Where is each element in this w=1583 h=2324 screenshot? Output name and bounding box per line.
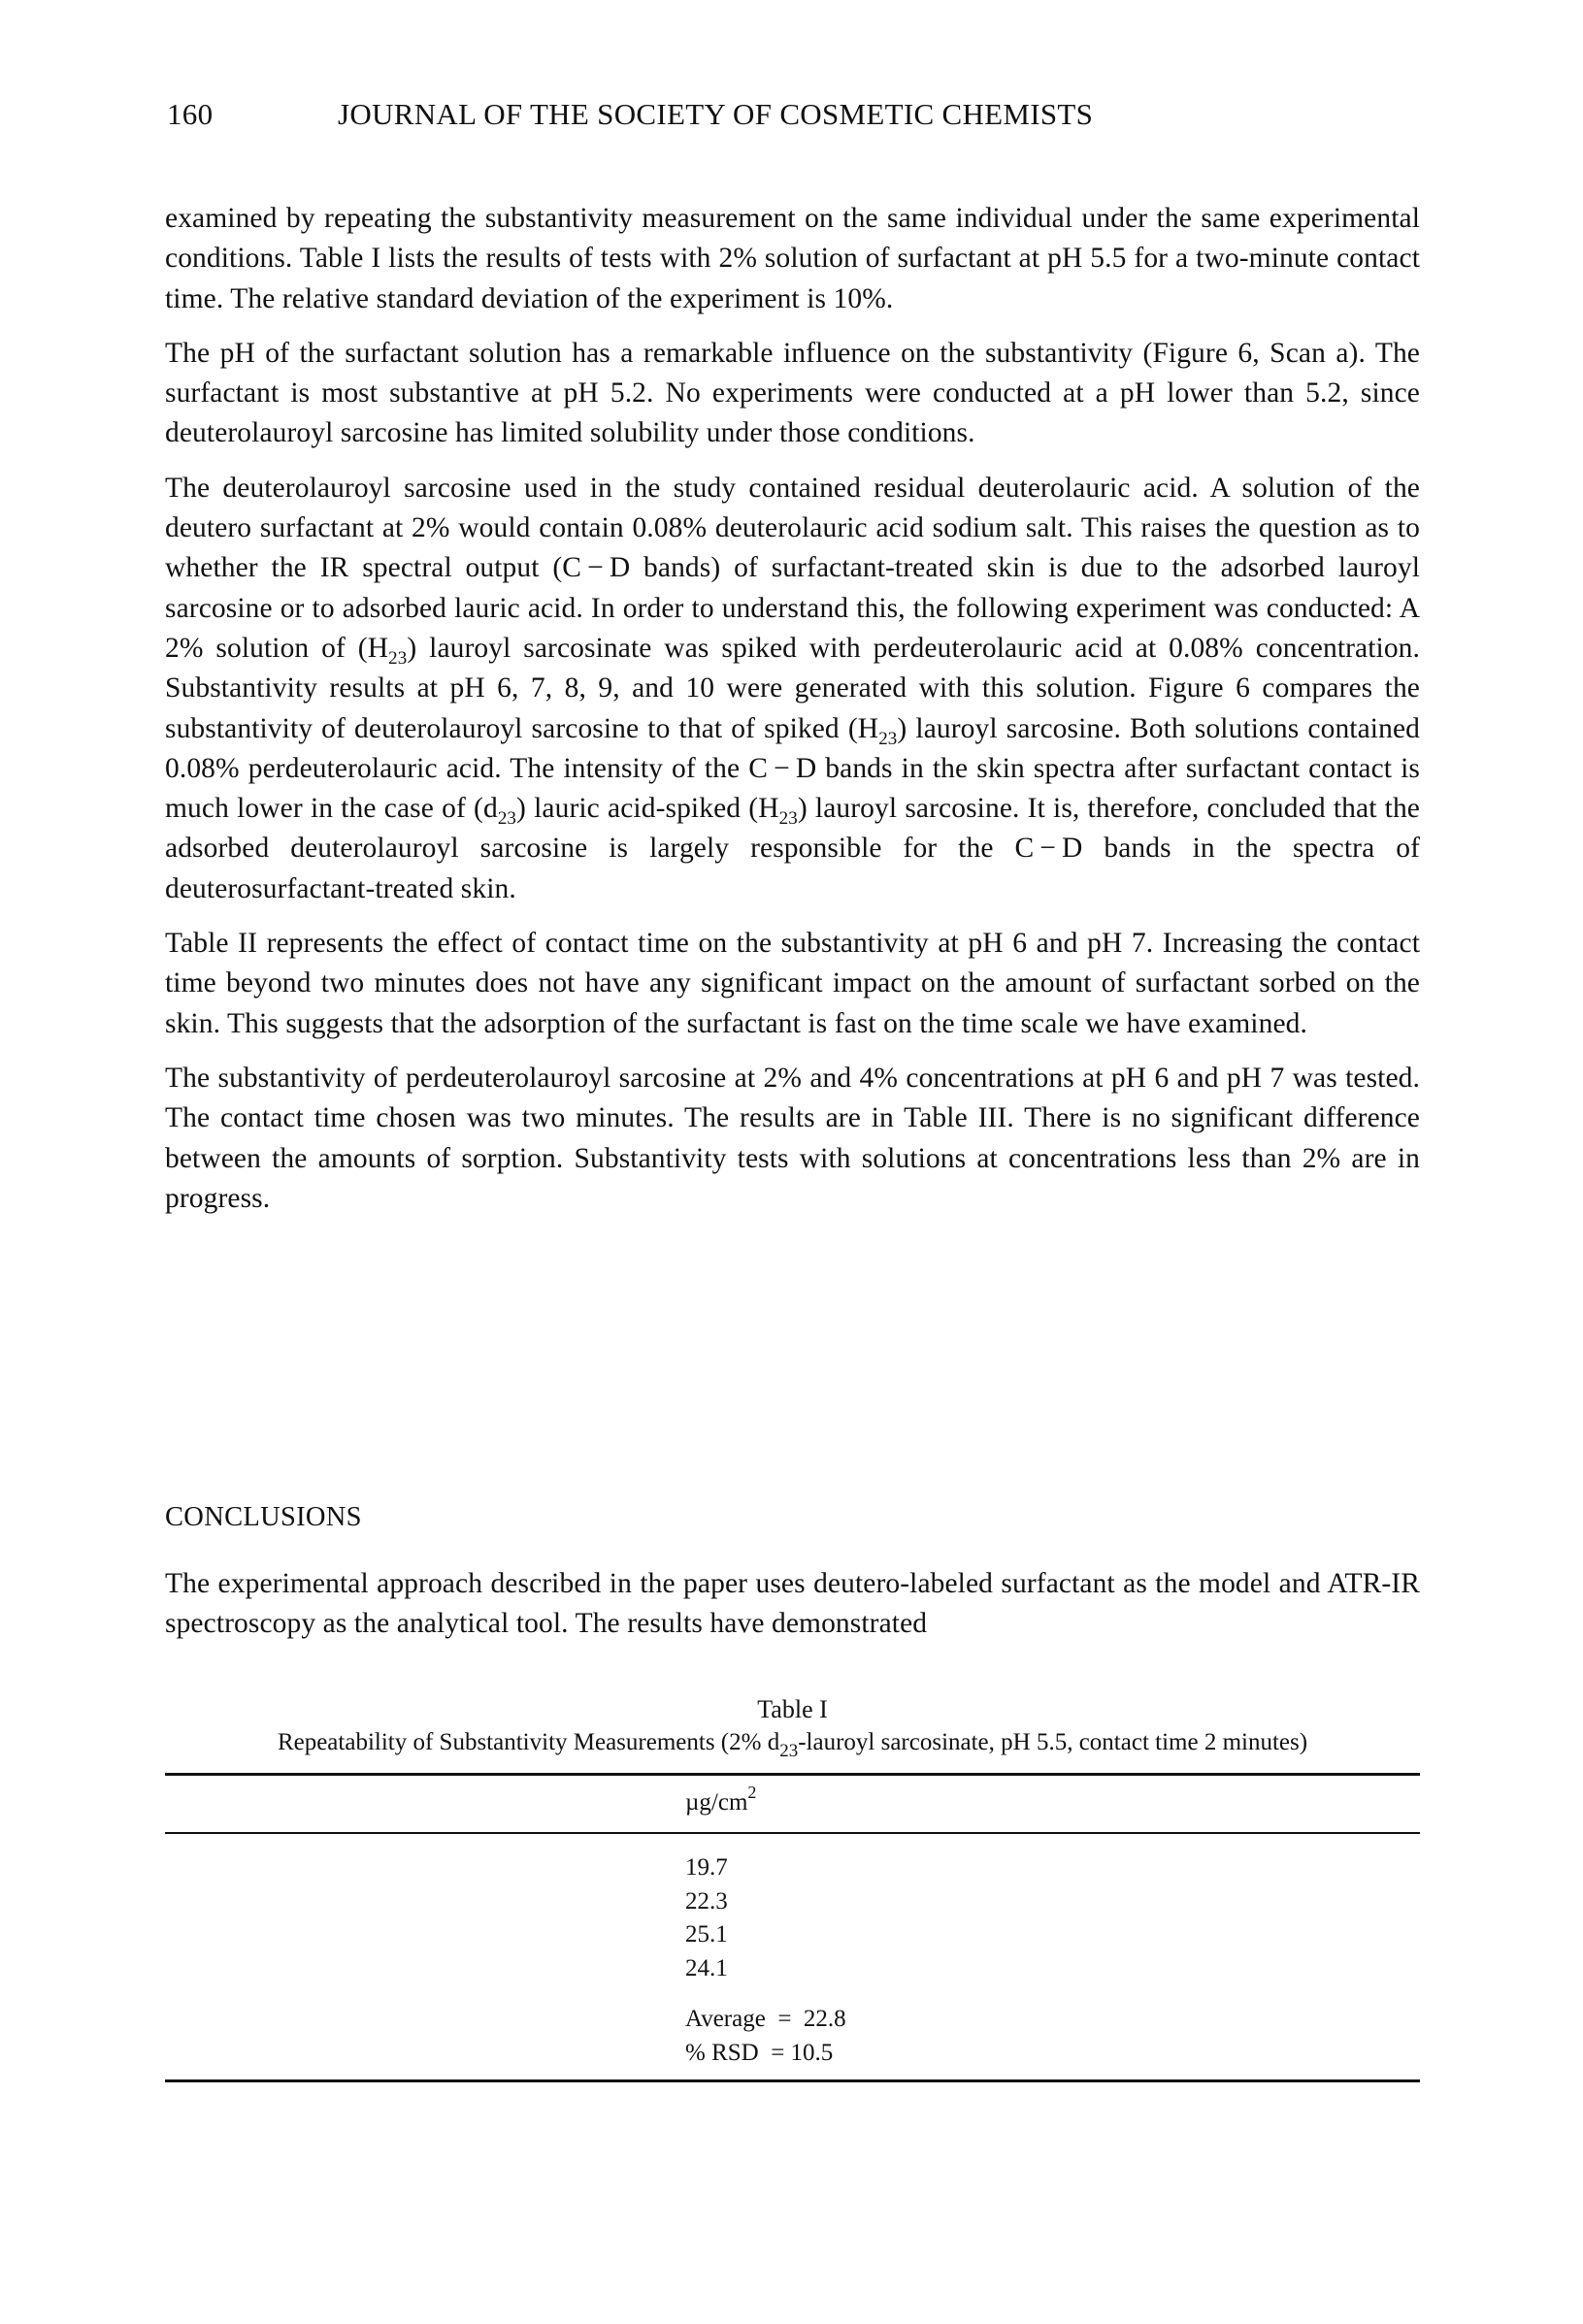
table-cell-value: 22.3 [685,1887,728,1915]
caption-text: Repeatability of Substantivity Measurements (2% d [277,1729,780,1755]
table-average: Average = 22.8 [685,2006,846,2032]
table-label: Table I [757,1695,828,1723]
table-cell-value: 24.1 [685,1954,728,1981]
column-header-unit [685,1783,757,1817]
unit-text: µg/cm [685,1789,748,1816]
body-text [165,199,1420,1233]
table-cell-value: 25.1 [685,1921,728,1948]
table-1 [165,1693,1420,2082]
table-bottom-rule [165,2079,1420,2082]
table-body [165,1834,1420,2079]
table-caption [165,1726,1420,1759]
paragraph-contact-time: Table II represents the effect of contact time on the substantivity at pH 6 and pH 7. Increasing the contact time beyond two minutes does not have any significant impact on the amount of surfactant sorbed on the skin. This suggests that the adsorption of the surfactant is fast on the time scale we have examined. [165,928,1420,1039]
paragraph-ph-influence: The pH of the surfactant solution has a remarkable influence on the substantivity (Figure 6, Scan a). The surfactant is most substantive at pH 5.2. No experiments were conducted at a pH lower than 5.2, since deuterolauroyl sarcosine has limited solubility under those conditions. [165,337,1420,449]
conclusions-body [165,1564,1420,1659]
table-rsd: % RSD = 10.5 [685,2039,834,2066]
page-number: 160 [167,97,214,131]
table-header-row [165,1776,1420,1832]
subscript: 23 [388,647,408,669]
table-summary [165,2003,1420,2070]
subscript: 23 [778,808,798,830]
paragraph-concentration: The substantivity of perdeuterolauroyl sarcosine at 2% and 4% concentrations at pH 6 and pH 7 was tested. The contact time chosen was two minutes. The results are in Table III. There is no significant difference between the amounts of sorption. Substantivity tests with solutions at concentrations less than 2% are in progress. [165,1062,1420,1214]
caption-subscript: 23 [779,1741,799,1761]
section-heading-conclusions: CONCLUSIONS [165,1502,362,1532]
table-cell-value: 19.7 [685,1854,728,1881]
paragraph-lauric-acid-experiment: The deuterolauroyl sarcosine used in the study contained residual deuterolauric acid. A solution of the deutero surfactant at 2% would contain 0.08% deuterolauric acid sodium salt. This raises the question as to whether the IR spectral output (C − D bands) of surfactant-treated skin is due to the adsorbed lauroyl sarcosine or to adsorbed lauric acid. In order to understand this, the following experiment was conducted: A 2% solution of $(H_{23})$ lauroyl sarcosinate was spiked with perdeuterolauric acid at 0.08% concentration. Substantivity results at pH 6, 7, 8, 9, and 10 were generated with this solution. Figure 6 compares the substantivity of deuterolauroyl sarcosine to that of spiked $(H_{23})$ lauroyl sarcosine. Both solutions contained 0.08% perdeuterolauric acid. The intensity of the C − D bands in the skin spectra after surfactant contact is much lower in the case of $(d_{23})$ lauric acid-spiked $(H_{23})$ lauroyl sarcosine. It is, therefore, concluded that the adsorbed deuterolauroyl sarcosine is largely responsible for the C − D bands in the spectra of deuterosurfactant-treated skin. [165,472,1421,904]
journal-title: JOURNAL OF THE SOCIETY OF COSMETIC CHEMISTS [338,97,1094,131]
subscript: 23 [878,728,898,749]
paragraph-repeatability: examined by repeating the substantivity measurement on the same individual under the same experimental conditions. Table I lists the results of tests with 2% solution of surfactant at pH 5.5 for a two-minute contact time. The relative standard deviation of the experiment is 10%. [165,203,1420,314]
paragraph-conclusions: The experimental approach described in the paper uses deutero-labeled surfactant as the model and ATR-IR spectroscopy as the analytical tool. The results have demonstrated [165,1568,1420,1640]
caption-text-continued: -lauroyl sarcosinate, pH 5.5, contact time 2 minutes) [798,1729,1308,1755]
unit-superscript: 2 [747,1783,757,1802]
subscript: 23 [497,808,517,830]
running-head [165,97,1420,140]
